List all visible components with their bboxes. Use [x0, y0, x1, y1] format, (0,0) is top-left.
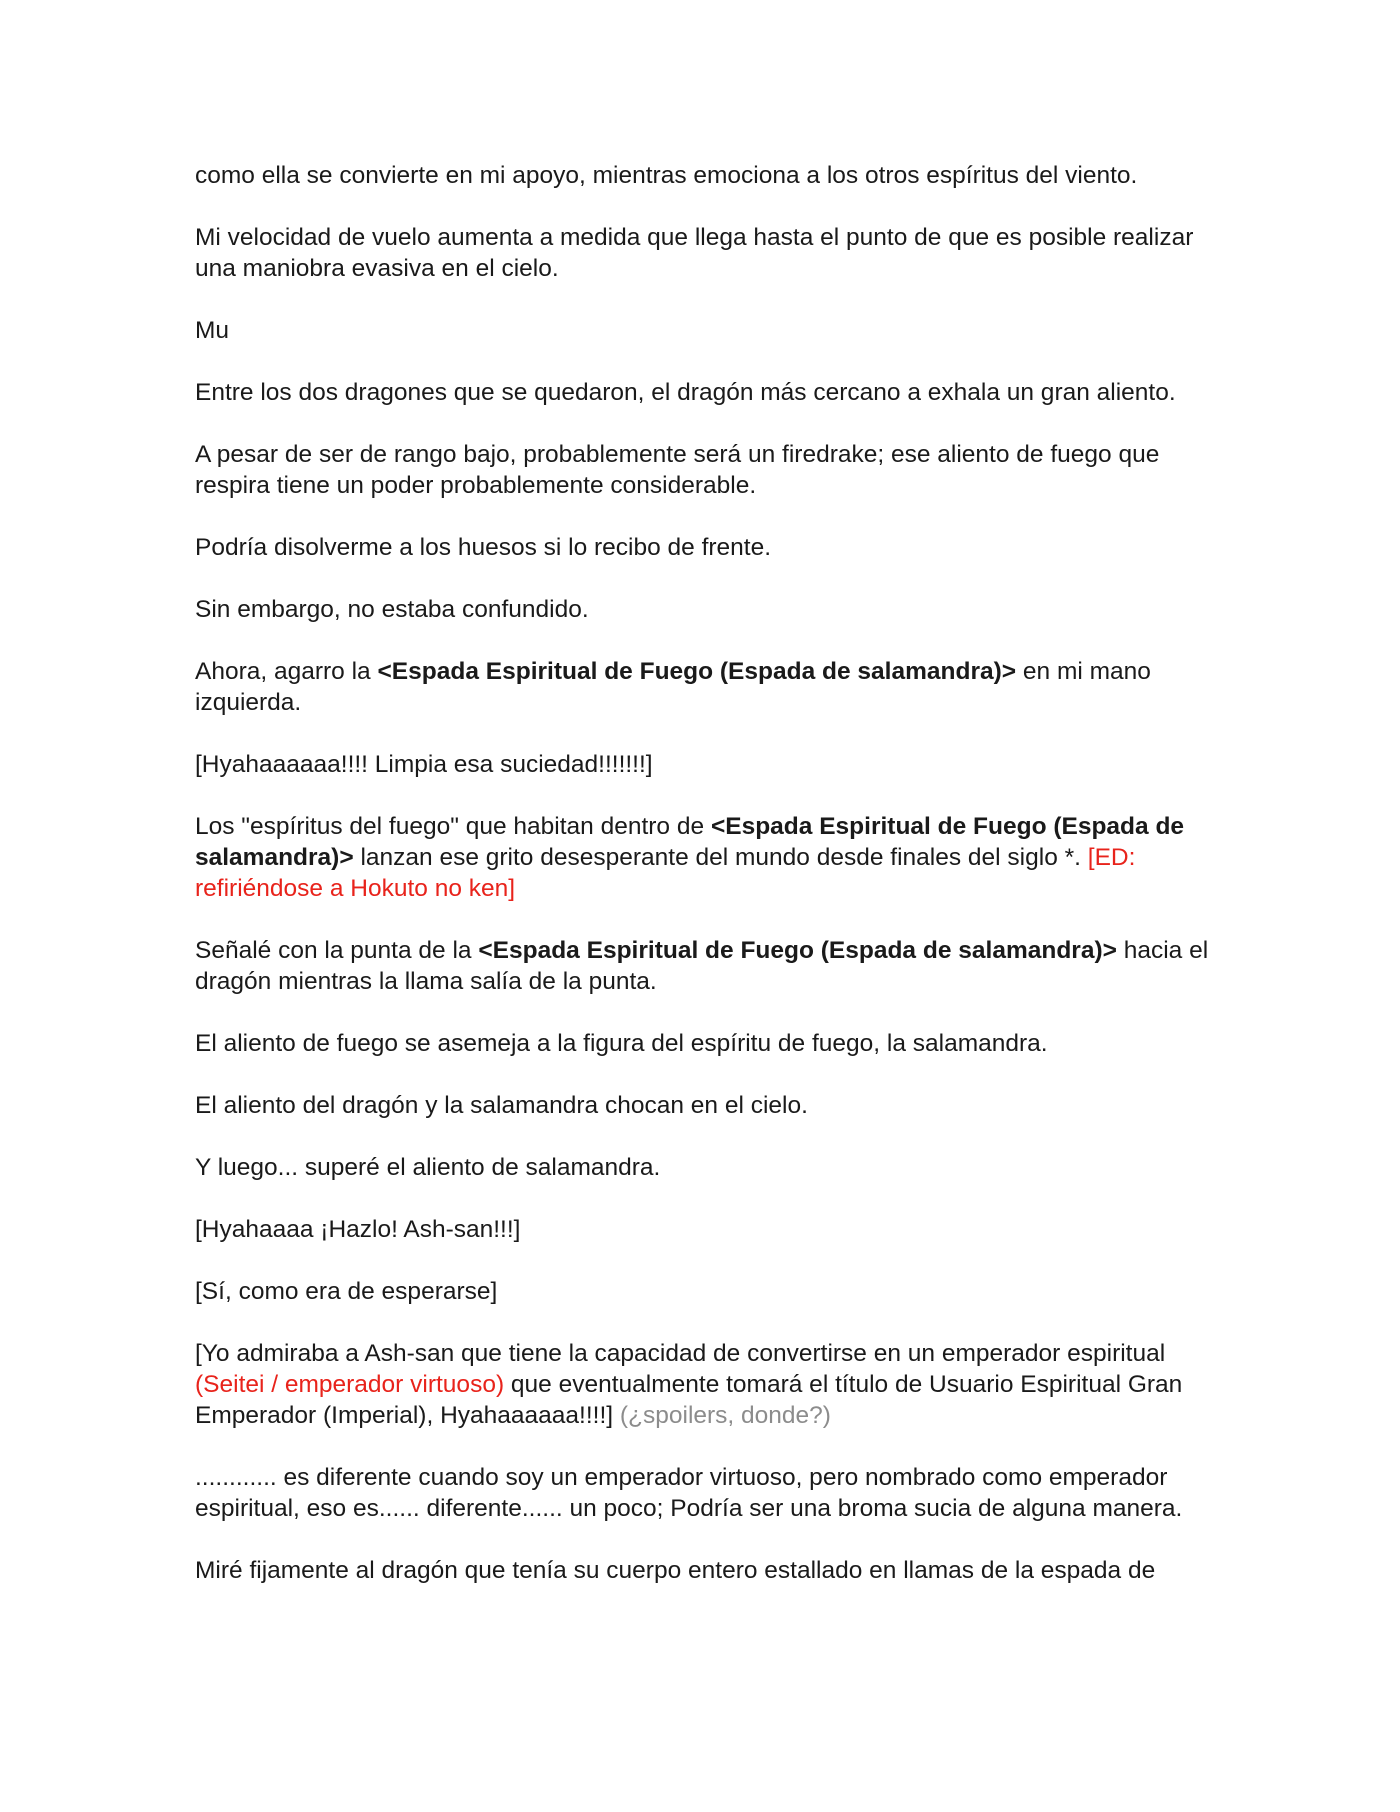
- text-run: que eventualmente tomará el título de Usuario Espiritual Gran Emperador (Imperial), Hyahaaaaaa!!!!]: [195, 1371, 1183, 1429]
- text-run: [Hyahaaaaaa!!!! Limpia esa suciedad!!!!!!!]: [195, 751, 653, 778]
- paragraph-15: [195, 1214, 1215, 1245]
- paragraph-13: [195, 1090, 1215, 1121]
- text-run: [Hyahaaaa ¡Hazlo! Ash-san!!!]: [195, 1216, 521, 1243]
- text-run: ............ es diferente cuando soy un emperador virtuoso, pero nombrado como emperador espiritual, eso es...... diferente...... un poco; Podría ser una broma sucia de alguna manera.: [195, 1464, 1183, 1522]
- paragraph-16: [195, 1276, 1215, 1307]
- text-run: El aliento del dragón y la salamandra chocan en el cielo.: [195, 1092, 808, 1119]
- text-run: como ella se convierte en mi apoyo, mientras emociona a los otros espíritus del viento.: [195, 162, 1138, 189]
- bold-text: <Espada Espiritual de Fuego (Espada de salamandra)>: [377, 658, 1017, 685]
- text-run: Ahora, agarro la: [195, 658, 378, 685]
- paragraph-14: [195, 1152, 1215, 1183]
- paragraph-11: [195, 935, 1215, 997]
- text-run: Miré fijamente al dragón que tenía su cuerpo entero estallado en llamas de la espada de: [195, 1557, 1156, 1584]
- text-run: Señalé con la punta de la: [195, 937, 479, 964]
- paragraph-1: [195, 160, 1215, 191]
- text-run: hacia el dragón mientras la llama salía de la punta.: [195, 937, 1209, 995]
- paragraph-8: [195, 656, 1215, 718]
- text-run: Mu: [195, 317, 230, 344]
- bold-text: <Espada Espiritual de Fuego (Espada de salamandra)>: [195, 813, 1185, 871]
- paragraph-3: [195, 315, 1215, 346]
- text-run: Y luego... superé el aliento de salamandra.: [195, 1154, 661, 1181]
- text-run: Entre los dos dragones que se quedaron, el dragón más cercano a exhala un gran aliento.: [195, 379, 1176, 406]
- paragraph-5: [195, 439, 1215, 501]
- paragraph-6: [195, 532, 1215, 563]
- bold-text: <Espada Espiritual de Fuego (Espada de salamandra)>: [478, 937, 1117, 964]
- text-run: en mi mano izquierda.: [195, 658, 1151, 716]
- text-run: Mi velocidad de vuelo aumenta a medida que llega hasta el punto de que es posible realizar una maniobra evasiva en el cielo.: [195, 224, 1194, 282]
- text-run: Los "espíritus del fuego" que habitan dentro de: [195, 813, 711, 840]
- paragraph-10: [195, 811, 1215, 904]
- text-run: A pesar de ser de rango bajo, probablemente será un firedrake; ese aliento de fuego que respira tiene un poder probablemente considerable.: [195, 441, 1160, 499]
- paragraph-2: [195, 222, 1215, 284]
- text-run: Podría disolverme a los huesos si lo recibo de frente.: [195, 534, 772, 561]
- text-run: Sin embargo, no estaba confundido.: [195, 596, 589, 623]
- text-run: [Sí, como era de esperarse]: [195, 1278, 498, 1305]
- paragraph-18: [195, 1462, 1215, 1524]
- paragraph-19: [195, 1555, 1215, 1586]
- document-body: [195, 160, 1215, 1617]
- text-run: [Yo admiraba a Ash-san que tiene la capacidad de convertirse en un emperador espiritual: [195, 1340, 1166, 1367]
- paragraph-7: [195, 594, 1215, 625]
- text-run: El aliento de fuego se asemeja a la figura del espíritu de fuego, la salamandra.: [195, 1030, 1048, 1057]
- text-run: lanzan ese grito desesperante del mundo desde finales del siglo *.: [353, 844, 1088, 871]
- translator-comment: (¿spoilers, donde?): [619, 1402, 831, 1429]
- editor-note: [ED: refiriéndose a Hokuto no ken]: [195, 844, 1136, 902]
- paragraph-4: [195, 377, 1215, 408]
- paragraph-12: [195, 1028, 1215, 1059]
- editor-note: (Seitei / emperador virtuoso): [195, 1371, 505, 1398]
- paragraph-9: [195, 749, 1215, 780]
- paragraph-17: [195, 1338, 1215, 1431]
